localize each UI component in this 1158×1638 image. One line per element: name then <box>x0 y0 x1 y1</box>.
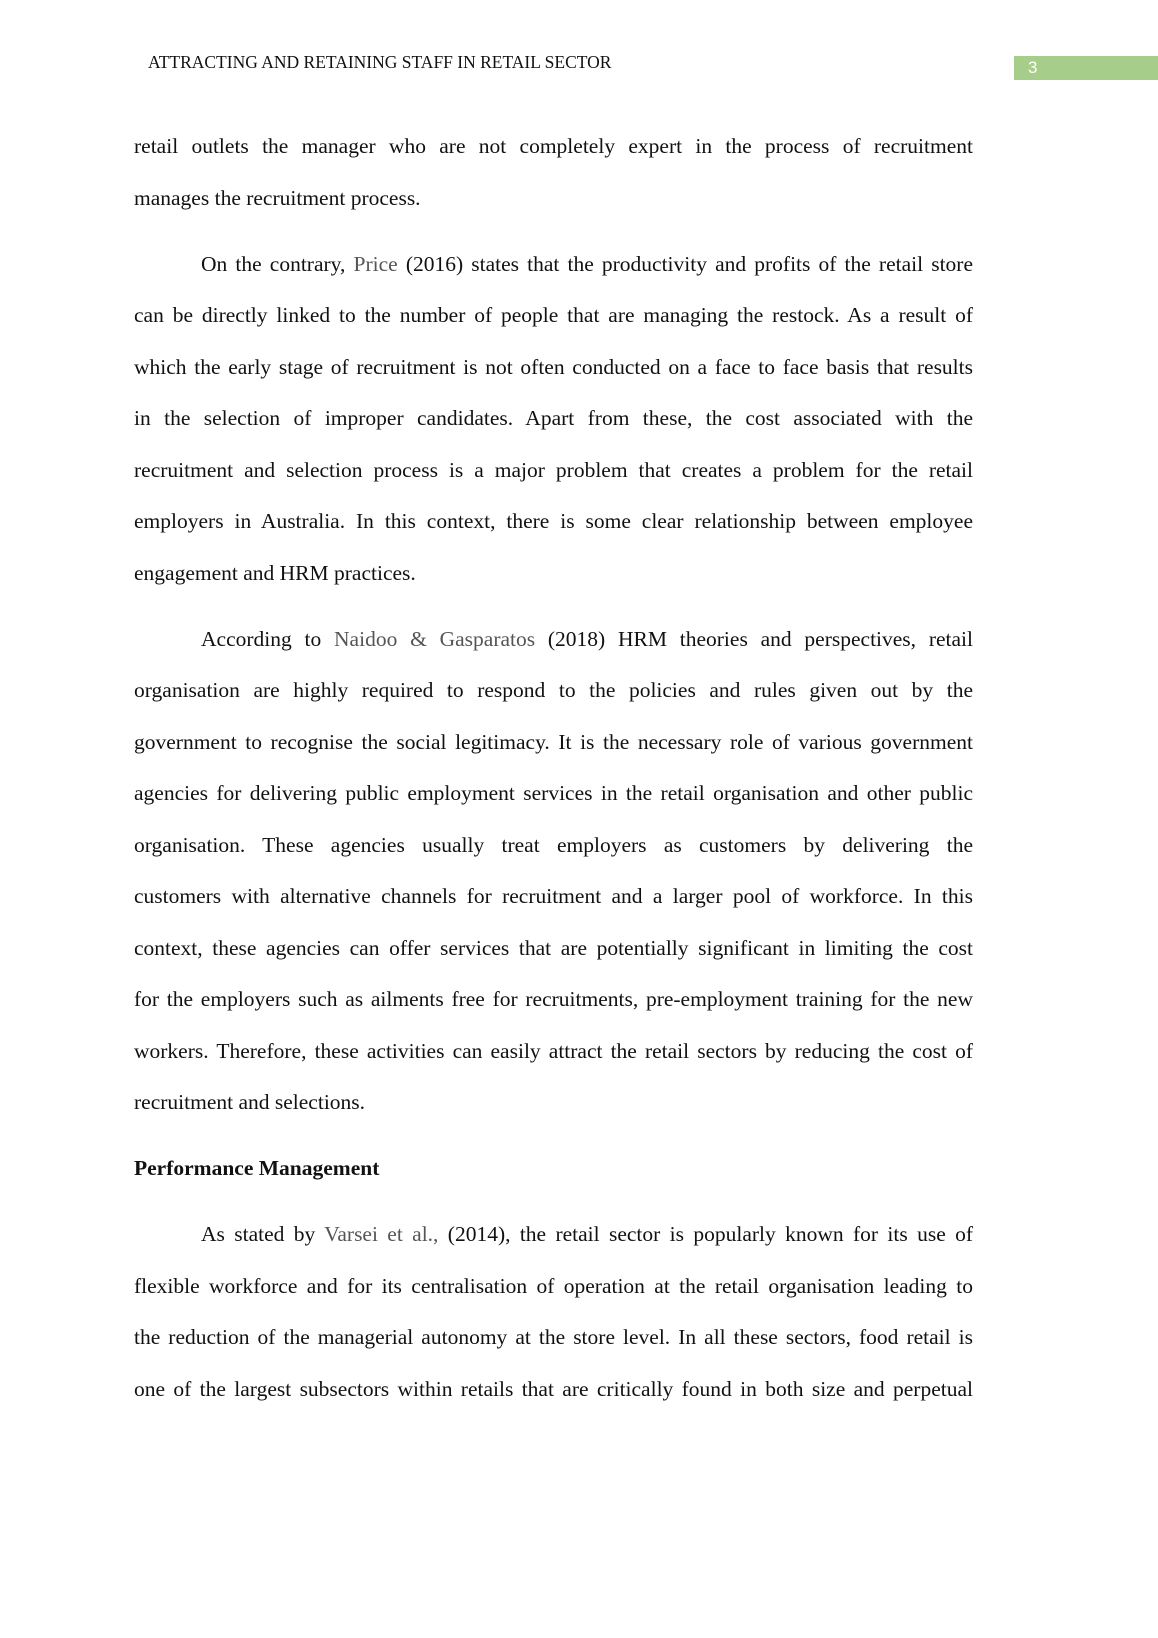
running-header: ATTRACTING AND RETAINING STAFF IN RETAIL SECTOR <box>148 52 612 72</box>
text-line <box>134 393 973 445</box>
text-line <box>134 820 973 872</box>
body-paragraph <box>134 1209 973 1415</box>
text-run: (2016) states that the productivity and profits of the retail store <box>397 251 974 276</box>
text-run: for the employers such as ailments free for recruitments, pre-employment training for the new <box>134 987 973 1011</box>
text-run: one of the largest subsectors within retails that are critically found in both size and perpetual <box>134 1376 973 1401</box>
text-run: context, these agencies can offer services that are potentially significant in limiting the cost <box>134 935 973 960</box>
text-run: government to recognise the social legitimacy. It is the necessary role of various government <box>134 729 973 754</box>
text-line <box>134 614 973 666</box>
text-run: in the selection of improper candidates. Apart from these, the cost associated with the <box>134 406 973 430</box>
text-run: customers with alternative channels for recruitment and a larger pool of workforce. In this <box>134 884 973 908</box>
text-line <box>134 665 973 717</box>
text-line <box>134 121 973 173</box>
text-run: employers in Australia. In this context, there is some clear relationship between employee <box>134 509 973 533</box>
text-run: recruitment and selections. <box>134 1090 366 1114</box>
document-body <box>134 121 973 1415</box>
body-paragraph <box>134 239 973 600</box>
text-line <box>134 290 973 342</box>
citation-link[interactable]: Varsei et al., <box>324 1222 439 1246</box>
text-line <box>134 1364 973 1416</box>
citation-link[interactable]: Price <box>353 251 398 276</box>
text-run: organisation. These agencies usually treat employers as customers by delivering the <box>134 832 973 857</box>
text-line <box>134 445 973 497</box>
text-line <box>134 342 973 394</box>
text-run: According to <box>201 626 335 651</box>
text-line <box>134 496 973 548</box>
text-line <box>134 923 973 975</box>
text-run: flexible workforce and for its centralisation of operation at the retail organisation leading to <box>134 1273 973 1298</box>
text-line <box>134 173 973 225</box>
text-line <box>134 768 973 820</box>
text-line <box>134 239 973 291</box>
section-heading: Performance Management <box>134 1156 380 1180</box>
text-run: manages the recruitment process. <box>134 185 421 210</box>
text-line <box>134 1312 973 1364</box>
text-run: agencies for delivering public employment services in the retail organisation and other public <box>134 781 973 805</box>
text-run: (2014), the retail sector is popularly known for its use of <box>438 1222 973 1246</box>
text-line <box>134 1261 973 1313</box>
text-run: can be directly linked to the number of people that are managing the restock. As a result of <box>134 303 973 327</box>
text-run: the reduction of the managerial autonomy at the store level. In all these sectors, food retail is <box>134 1325 973 1349</box>
text-run: organisation are highly required to respond to the policies and rules given out by the <box>134 678 973 702</box>
text-run: On the contrary, <box>201 251 354 276</box>
text-run: engagement and HRM practices. <box>134 560 416 585</box>
text-run: As stated by <box>201 1222 325 1246</box>
text-run: which the early stage of recruitment is not often conducted on a face to face basis that results <box>134 354 973 379</box>
text-line <box>134 548 973 600</box>
text-line <box>134 717 973 769</box>
text-run: retail outlets the manager who are not completely expert in the process of recruitment <box>134 134 973 158</box>
text-run: workers. Therefore, these activities can easily attract the retail sectors by reducing the cost of <box>134 1038 973 1063</box>
text-run: (2018) HRM theories and perspectives, retail <box>535 626 973 651</box>
text-run: recruitment and selection process is a major problem that creates a problem for the retail <box>134 457 973 482</box>
text-line <box>134 1026 973 1078</box>
text-line <box>134 1077 973 1129</box>
citation-link[interactable]: Naidoo & Gasparatos <box>334 626 536 651</box>
text-line <box>134 1209 973 1261</box>
page-number: 3 <box>1014 56 1158 80</box>
body-paragraph <box>134 614 973 1129</box>
body-paragraph <box>134 121 973 224</box>
text-line <box>134 871 973 923</box>
text-line <box>134 974 973 1026</box>
